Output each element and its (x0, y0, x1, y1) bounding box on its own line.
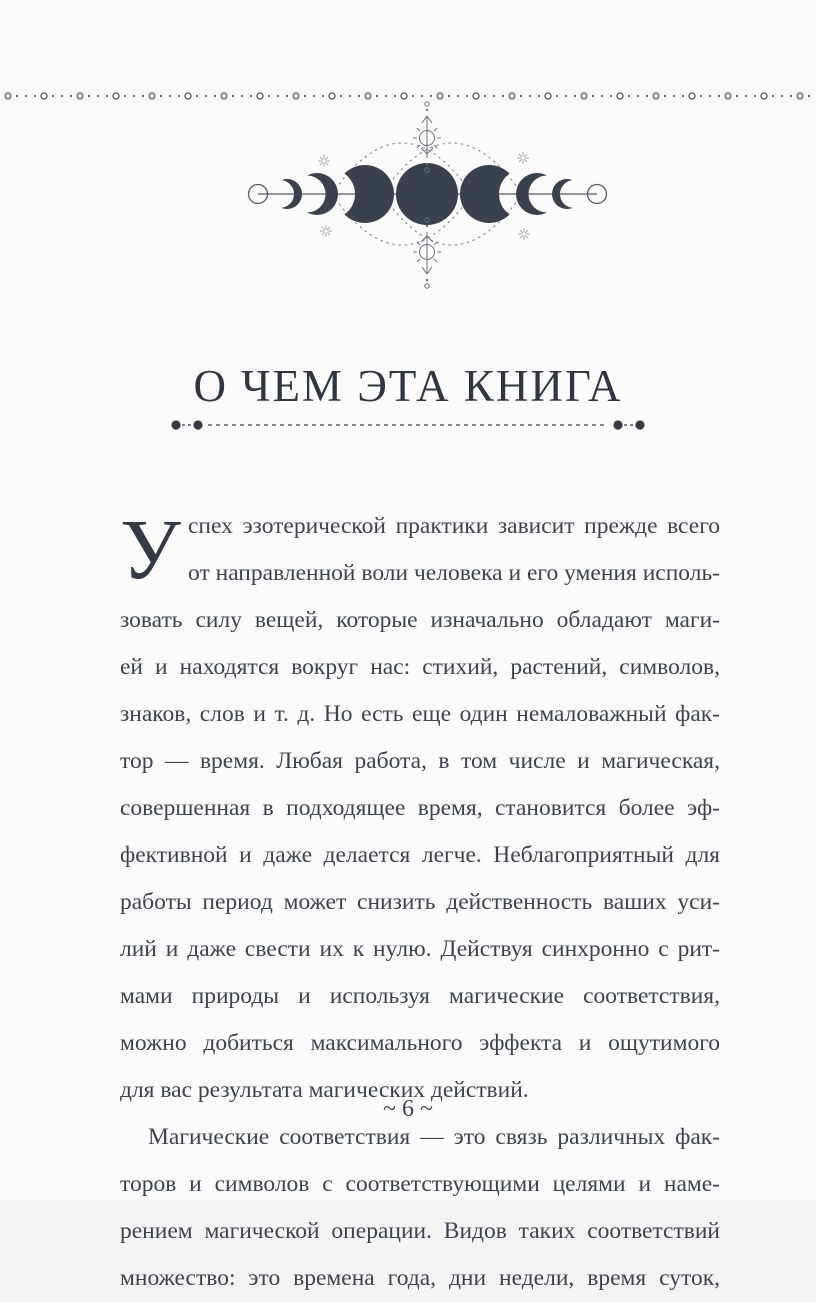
body-text-line: можно добиться максимального эффекта и ощутимого (120, 1030, 720, 1056)
body-text-line: зовать силу вещей, которые изначально обладают маги- (120, 607, 720, 633)
moon-phases-illustration (0, 98, 816, 298)
body-text-line: от направленной воли человека и его умения исполь- (188, 560, 720, 586)
body-text (120, 503, 720, 1302)
chapter-title: О ЧЕМ ЭТА КНИГА (193, 361, 623, 412)
body-text-line: совершенная в подходящее время, становится более эф- (120, 795, 720, 821)
body-text-line: спех эзотерической практики зависит прежде всего (188, 513, 720, 539)
page-number: ~ 6 ~ (383, 1096, 433, 1122)
body-text-line: множество: это времена года, дни недели, время суток, (120, 1265, 720, 1291)
divider-ornament (170, 418, 646, 432)
body-text-line: торов и символов с соответствующими целями и наме- (120, 1171, 720, 1197)
sun-arrow-up-ornament (413, 102, 441, 172)
body-text-line: ей и находятся вокруг нас: стихий, растений, символов, (120, 654, 720, 680)
body-text-line: мами природы и используя магические соответствия, (120, 983, 720, 1009)
body-text-line: фективной и даже делается легче. Неблагоприятный для (120, 842, 720, 868)
body-text-line: Магические соответствия — это связь различных фак- (148, 1124, 720, 1150)
sun-arrow-down-ornament (413, 218, 441, 288)
body-text-line: знаков, слов и т. д. Но есть еще один немаловажный фак- (120, 701, 720, 727)
paragraph (120, 1114, 720, 1302)
paragraph (120, 503, 720, 1114)
drop-cap: У (120, 501, 181, 597)
body-text-line: тор — время. Любая работа, в том числе и магическая, (120, 748, 720, 774)
body-text-line: для вас результата магических действий. (120, 1077, 529, 1103)
body-text-line: работы период может снизить действенность ваших уси- (120, 889, 720, 915)
body-text-line: лий и даже свести их к нулю. Действуя синхронно с рит- (120, 936, 720, 962)
body-text-line: рением магической операции. Видов таких соответствий (120, 1218, 720, 1244)
